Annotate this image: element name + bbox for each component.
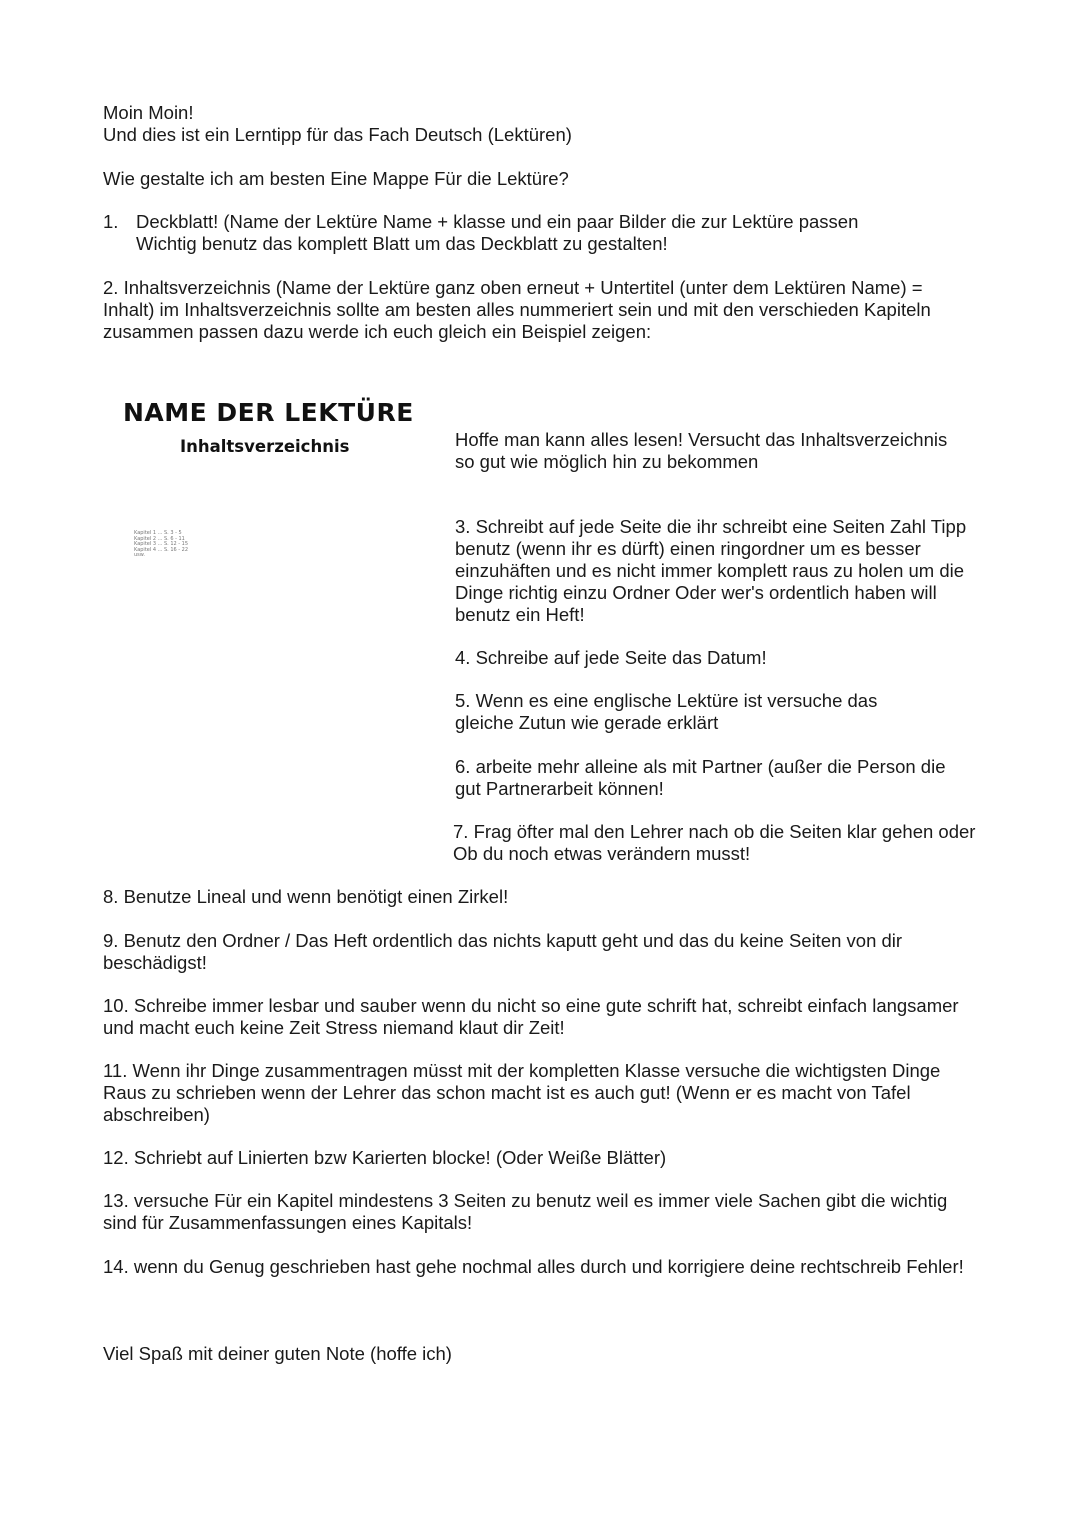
example-subtitle: Inhaltsverzeichnis [180,437,350,456]
tip-9: 9. Benutz den Ordner / Das Heft ordentlich das nichts kaputt geht und das du keine Seiten von dir beschädigst! [103,930,903,973]
closing-line: Viel Spaß mit deiner guten Note (hoffe ich) [103,1343,452,1364]
tip-1-line-2: Wichtig benutz das komplett Blatt um das Deckblatt zu gestalten! [136,233,668,254]
tip-14: 14. wenn du Genug geschrieben hast gehe nochmal alles durch und korrigiere deine rechtschreib Fehler! [103,1256,964,1277]
tip-1-text [136,211,858,255]
tip-1 [103,211,983,255]
side-note: Hoffe man kann alles lesen! Versucht das Inhaltsverzeichnis so gut wie möglich hin zu bekommen [455,429,948,472]
tip-1-number: 1. [103,211,119,232]
toc-line: usw. [134,552,145,558]
tip-5: 5. Wenn es eine englische Lektüre ist versuche das gleiche Zutun wie gerade erklärt [455,690,878,733]
tip-1-line-1: Deckblatt! (Name der Lektüre Name + klasse und ein paar Bilder die zur Lektüre passen [136,211,859,232]
tip-10: 10. Schreibe immer lesbar und sauber wenn du nicht so eine gute schrift hat, schreibt einfach langsamer und macht euch keine Zeit Stress niemand klaut dir Zeit! [103,995,959,1038]
toc-line: Kapitel 2 ... S. 6 - 11 [134,535,185,542]
tip-3: 3. Schreibt auf jede Seite die ihr schreibt eine Seiten Zahl Tipp benutz (wenn ihr es dürft) einen ringordner um es besser einzuhäften und es nicht immer komplett raus zu holen um die Dinge richtig einzu Ordner Oder wer's ordentlich haben will benutz ein Heft! [455,516,967,625]
tip-4: 4. Schreibe auf jede Seite das Datum! [455,647,767,668]
question-line: Wie gestalte ich am besten Eine Mappe Für die Lektüre? [103,168,569,189]
tip-13: 13. versuche Für ein Kapitel mindestens 3 Seiten zu benutz weil es immer viele Sachen gibt die wichtig sind für Zusammenfassungen eines Kapitals! [103,1190,948,1233]
example-toc-list [134,531,214,559]
toc-line: Kapitel 1 ... S. 3 - 5 [134,530,182,536]
intro-line: Und dies ist ein Lerntipp für das Fach Deutsch (Lektüren) [103,124,572,145]
tip-8: 8. Benutze Lineal und wenn benötigt einen Zirkel! [103,886,509,907]
tip-6: 6. arbeite mehr alleine als mit Partner (außer die Person die gut Partnerarbeit können! [455,756,946,799]
toc-line: Kapitel 3 ... S. 12 - 15 [134,541,189,547]
tip-11: 11. Wenn ihr Dinge zusammentragen müsst mit der kompletten Klasse versuche die wichtigsten Dinge Raus zu schrieben wenn der Lehrer das schon macht ist es auch gut! (Wenn er es macht von Tafel abschreiben) [103,1060,941,1125]
tip-2: 2. Inhaltsverzeichnis (Name der Lektüre ganz oben erneut + Untertitel (unter dem Lektüren Name) = Inhalt) im Inhaltsverzeichnis sollte am besten alles nummeriert sein und mit den verschieden Kapiteln zusammen passen dazu werde ich euch gleich ein Beispiel zeigen: [103,277,931,342]
tip-7: 7. Frag öfter mal den Lehrer nach ob die Seiten klar gehen oder Ob du noch etwas verändern musst! [453,821,976,864]
example-title: NAME DER LEKTÜRE [123,398,414,427]
greeting: Moin Moin! [103,102,194,123]
tip-12: 12. Schriebt auf Linierten bzw Karierten blocke! (Oder Weiße Blätter) [103,1147,667,1168]
toc-line: Kapitel 4 ... S. 16 - 22 [134,546,189,553]
